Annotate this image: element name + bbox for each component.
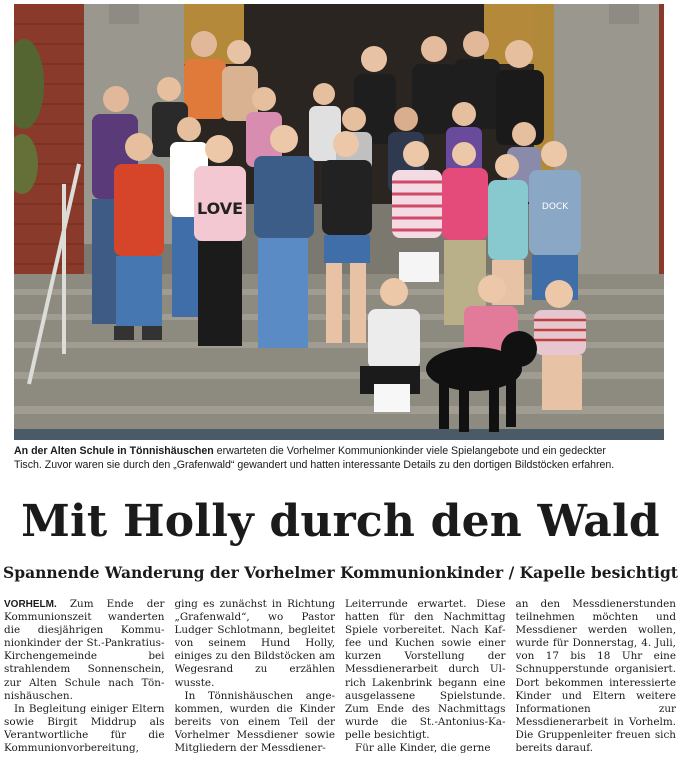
article-column-2 xyxy=(175,598,336,764)
group-photo xyxy=(14,4,664,440)
paragraph: Für alle Kinder, die gerne xyxy=(355,742,491,755)
headline: Mit Holly durch den Wald xyxy=(21,496,660,547)
dock-shirt-text: DOCK xyxy=(541,202,569,212)
caption-line-2: Tisch. Zuvor waren sie durch den „Grafenwald“ gewandert und hatten interessante Details zu den dortigen Bildstöcken erfahren. xyxy=(14,459,615,471)
article-column-1 xyxy=(4,598,165,764)
paragraph: In Tönnishäuschen angekommen, wurden die Kinder bereits von einem Teil der Vorhelmer Messdiener sowie Mitgliedern der Messdiener- xyxy=(174,689,335,755)
subheadline: Spannende Wanderung der Vorhelmer Kommunionkinder / Kapelle besichtigt xyxy=(3,563,678,582)
paragraph: Leiterrunde erwartet. Diese hatten für den Nachmittag Spiele vorbereitet. Nach Kaffee und Kuchen sowie einer kurzen Vorstellung der Messdienerarbeit durch Ulrich Lakenbrink begann eine ausgelassene Spielstunde. Zum Ende des Nachmittags wurde die St.-Antonius-Kapelle besichtigt. xyxy=(345,598,506,741)
paragraph: an den Messdienerstunden teilnehmen möchten und Messdiener werden wollen, wurde für Donnerstag, 4. Juli, von 17 bis 18 Uhr eine Schnupperstunde organisiert. Dort bekommen interessierte Kinder und Eltern weitere Informationen zur Messdienerarbeit in Vorhelm. Die Gruppenleiter freuen sich bereits darauf. xyxy=(515,598,676,755)
article-column-4 xyxy=(516,598,677,764)
article-body xyxy=(4,598,676,764)
paragraph: ging es zunächst in Richtung „Grafenwald“, wo Pastor Ludger Schlotmann, begleitet von seinem Hund Holly, einiges zu den Bildstöcken am Wegesrand zu erzählen wusste. xyxy=(174,598,335,689)
paragraph-text: Zum Ende der Kommunionszeit wanderten die diesjährigen Kommunionkinder der St.-Pankratius-Kirchengemeinde bei strahlendem Sonnenschein, zur Alten Schule nach Tönnishäuschen. xyxy=(4,598,165,702)
paragraph: In Begleitung einiger Eltern sowie Birgit Middrup als Verantwortliche für die Kommunionvorbereitung, xyxy=(4,702,165,755)
caption-text: erwarteten die Vorhelmer Kommunionkinder viele Spielangebote und ein gedeckter xyxy=(213,445,606,457)
photo-caption xyxy=(14,444,666,472)
love-shirt-text: LOVE xyxy=(196,199,244,218)
group-photo-illustration xyxy=(14,4,664,440)
article-column-3 xyxy=(345,598,506,764)
caption-lead: An der Alten Schule in Tönnishäuschen xyxy=(14,445,214,457)
caption-line-1 xyxy=(14,444,666,458)
dateline: VORHELM. xyxy=(4,599,57,610)
paragraph xyxy=(4,598,165,703)
